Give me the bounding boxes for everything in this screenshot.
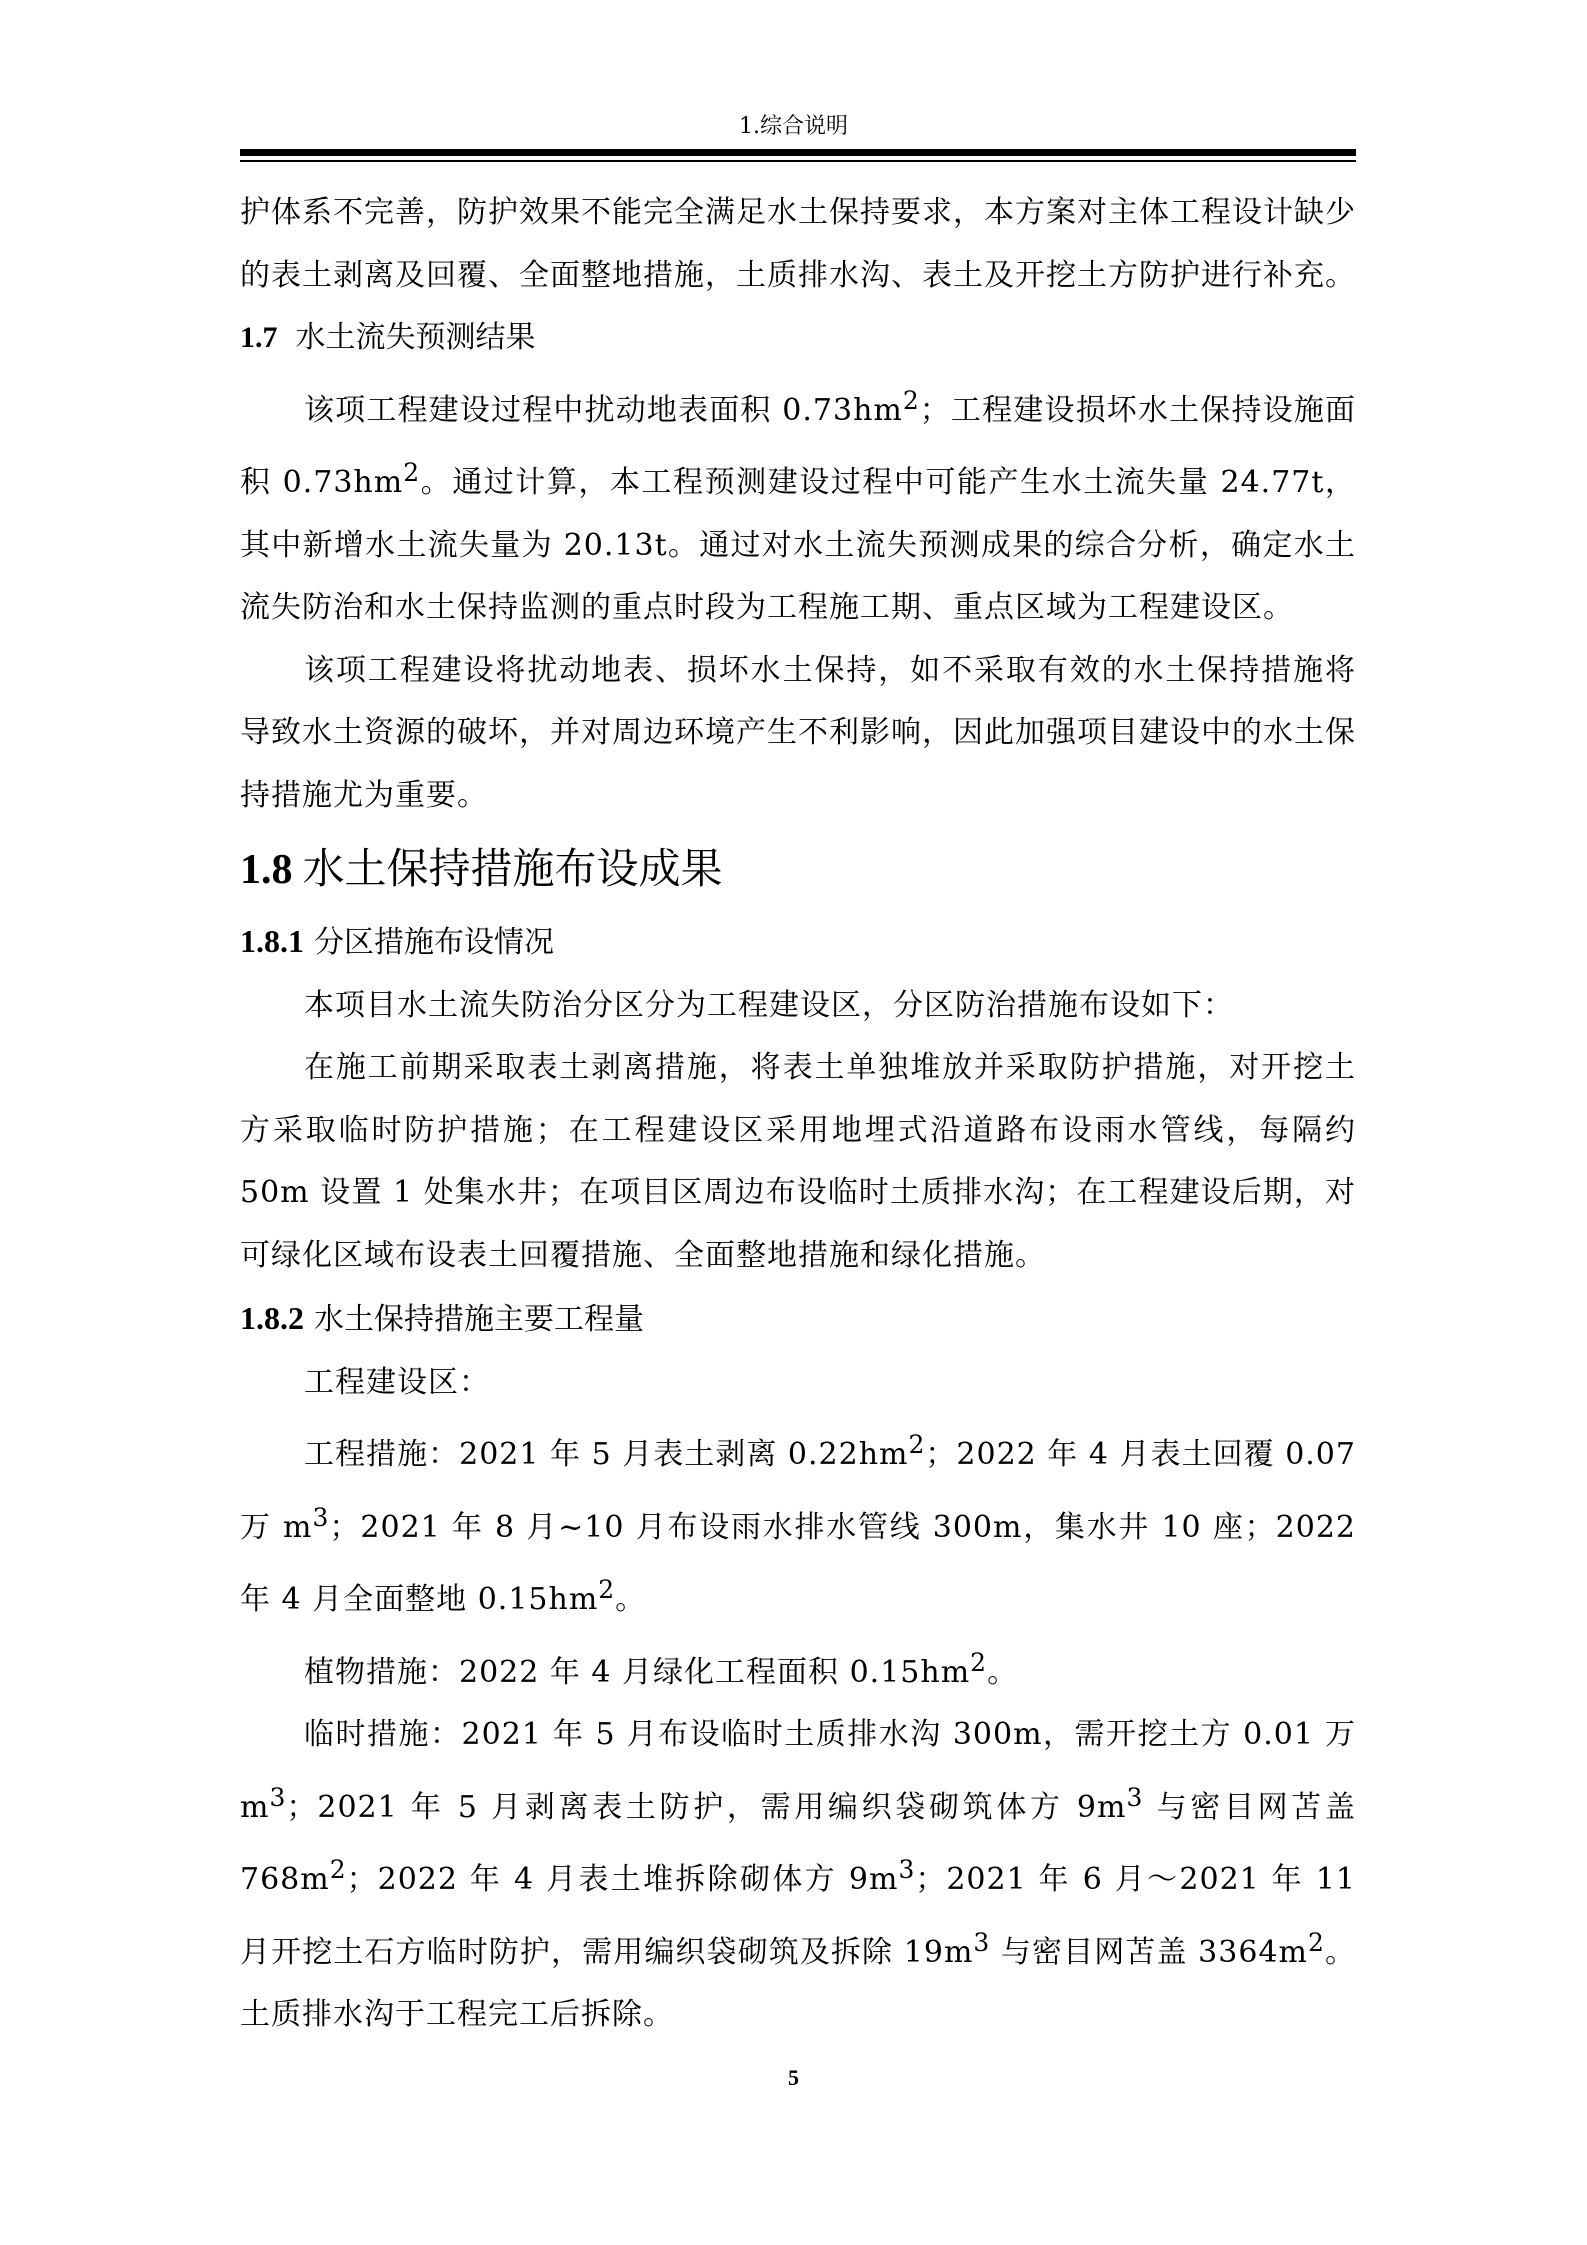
section-1-8-heading-title: 水土保持措施布设成果 (302, 844, 723, 893)
section-1-7-heading-title: 水土流失预测结果 (295, 320, 536, 355)
section-1-8-1-heading-title: 分区措施布设情况 (314, 925, 554, 960)
section-1-8-2-heading-number: 1.8.2 (240, 1300, 304, 1336)
section-1-8-heading-number: 1.8 (240, 847, 293, 893)
paragraph-temporary-measures: 临时措施：2021 年 5 月布设临时土质排水沟 300m，需开挖土方 0.01 万 $m^3$；2021 年 5 月剥离表土防护，需用编织袋砌筑体方 $9m^3$ 与密目网苫盖 $768m^2$；2022 年 4 月表土堆拆除砌体方 $9m^3$；2021 年 6 月～2021 年 11 月开挖土石方临时防护，需用编织袋砌筑及拆除 $19m^3$ 与密目网苫盖 $3364m^2$。土质排水沟于工程完工后拆除。 (240, 1717, 1356, 2032)
section-1-8-2-heading (240, 1287, 1356, 1352)
header-rule-thin (240, 160, 1356, 162)
paragraph-1-8-1-a: 本项目水土流失防治分区分为工程建设区，分区防治措施布设如下： (304, 987, 1234, 1023)
paragraph-1-7-b: 该项工程建设将扰动地表、损坏水土保持，如不采取有效的水土保持措施将导致水土资源的破坏，并对周边环境产生不利影响，因此加强项目建设中的水土保持措施尤为重要。 (240, 652, 1356, 813)
header-rule-thick (240, 149, 1356, 156)
section-1-8-1-heading-number: 1.8.1 (240, 923, 304, 959)
paragraph-1-8-1-b: 在施工前期采取表土剥离措施，将表土单独堆放并采取防护措施，对开挖土方采取临时防护措施；在工程建设区采用地埋式沿道路布设雨水管线，每隔约 50m 设置 1 处集水井；在项目区周边布设临时土质排水沟；在工程建设后期，对可绿化区域布设表土回覆措施、全面整地措施和绿化措施。 (240, 1050, 1356, 1273)
paragraph-1-8-2-area: 工程建设区： (304, 1364, 490, 1400)
page-header-title: 1.综合说明 (739, 114, 848, 139)
section-1-7-heading (240, 307, 1356, 370)
page-number: 5 (788, 2065, 799, 2090)
section-1-8-2-heading-title: 水土保持措施主要工程量 (314, 1302, 644, 1337)
section-1-8-1-heading (240, 910, 1356, 975)
section-1-8-heading (240, 831, 1356, 908)
paragraph-plant-measures: 植物措施：2022 年 4 月绿化工程面积 $0.15hm^2$。 (304, 1647, 1019, 1690)
paragraph-1-7-a: 该项工程建设过程中扰动地表面积 $0.73hm^2$；工程建设损坏水土保持设施面积 $0.73hm^2$。通过计算，本工程预测建设过程中可能产生水土流失量 24.77t，其中新增水土流失量为 20.13t。通过对水土流失预测成果的综合分析，确定水土流失防治和水土保持监测的重点时段为工程施工期、重点区域为工程建设区。 (240, 385, 1356, 625)
section-1-7-heading-number: 1.7 (240, 321, 278, 354)
paragraph-engineering-measures: 工程措施：2021 年 5 月表土剥离 $0.22hm^2$；2022 年 4 月表土回覆 0.07 万 $m^3$；2021 年 8 月~10 月布设雨水排水管线 300m，集水井 10 座；2022 年 4 月全面整地 $0.15hm^2$。 (240, 1430, 1357, 1617)
document-body (240, 182, 1356, 2047)
paragraph-continuation: 护体系不完善，防护效果不能完全满足水土保持要求，本方案对主体工程设计缺少的表土剥离及回覆、全面整地措施，土质排水沟、表土及开挖土方防护进行补充。 (240, 195, 1356, 293)
